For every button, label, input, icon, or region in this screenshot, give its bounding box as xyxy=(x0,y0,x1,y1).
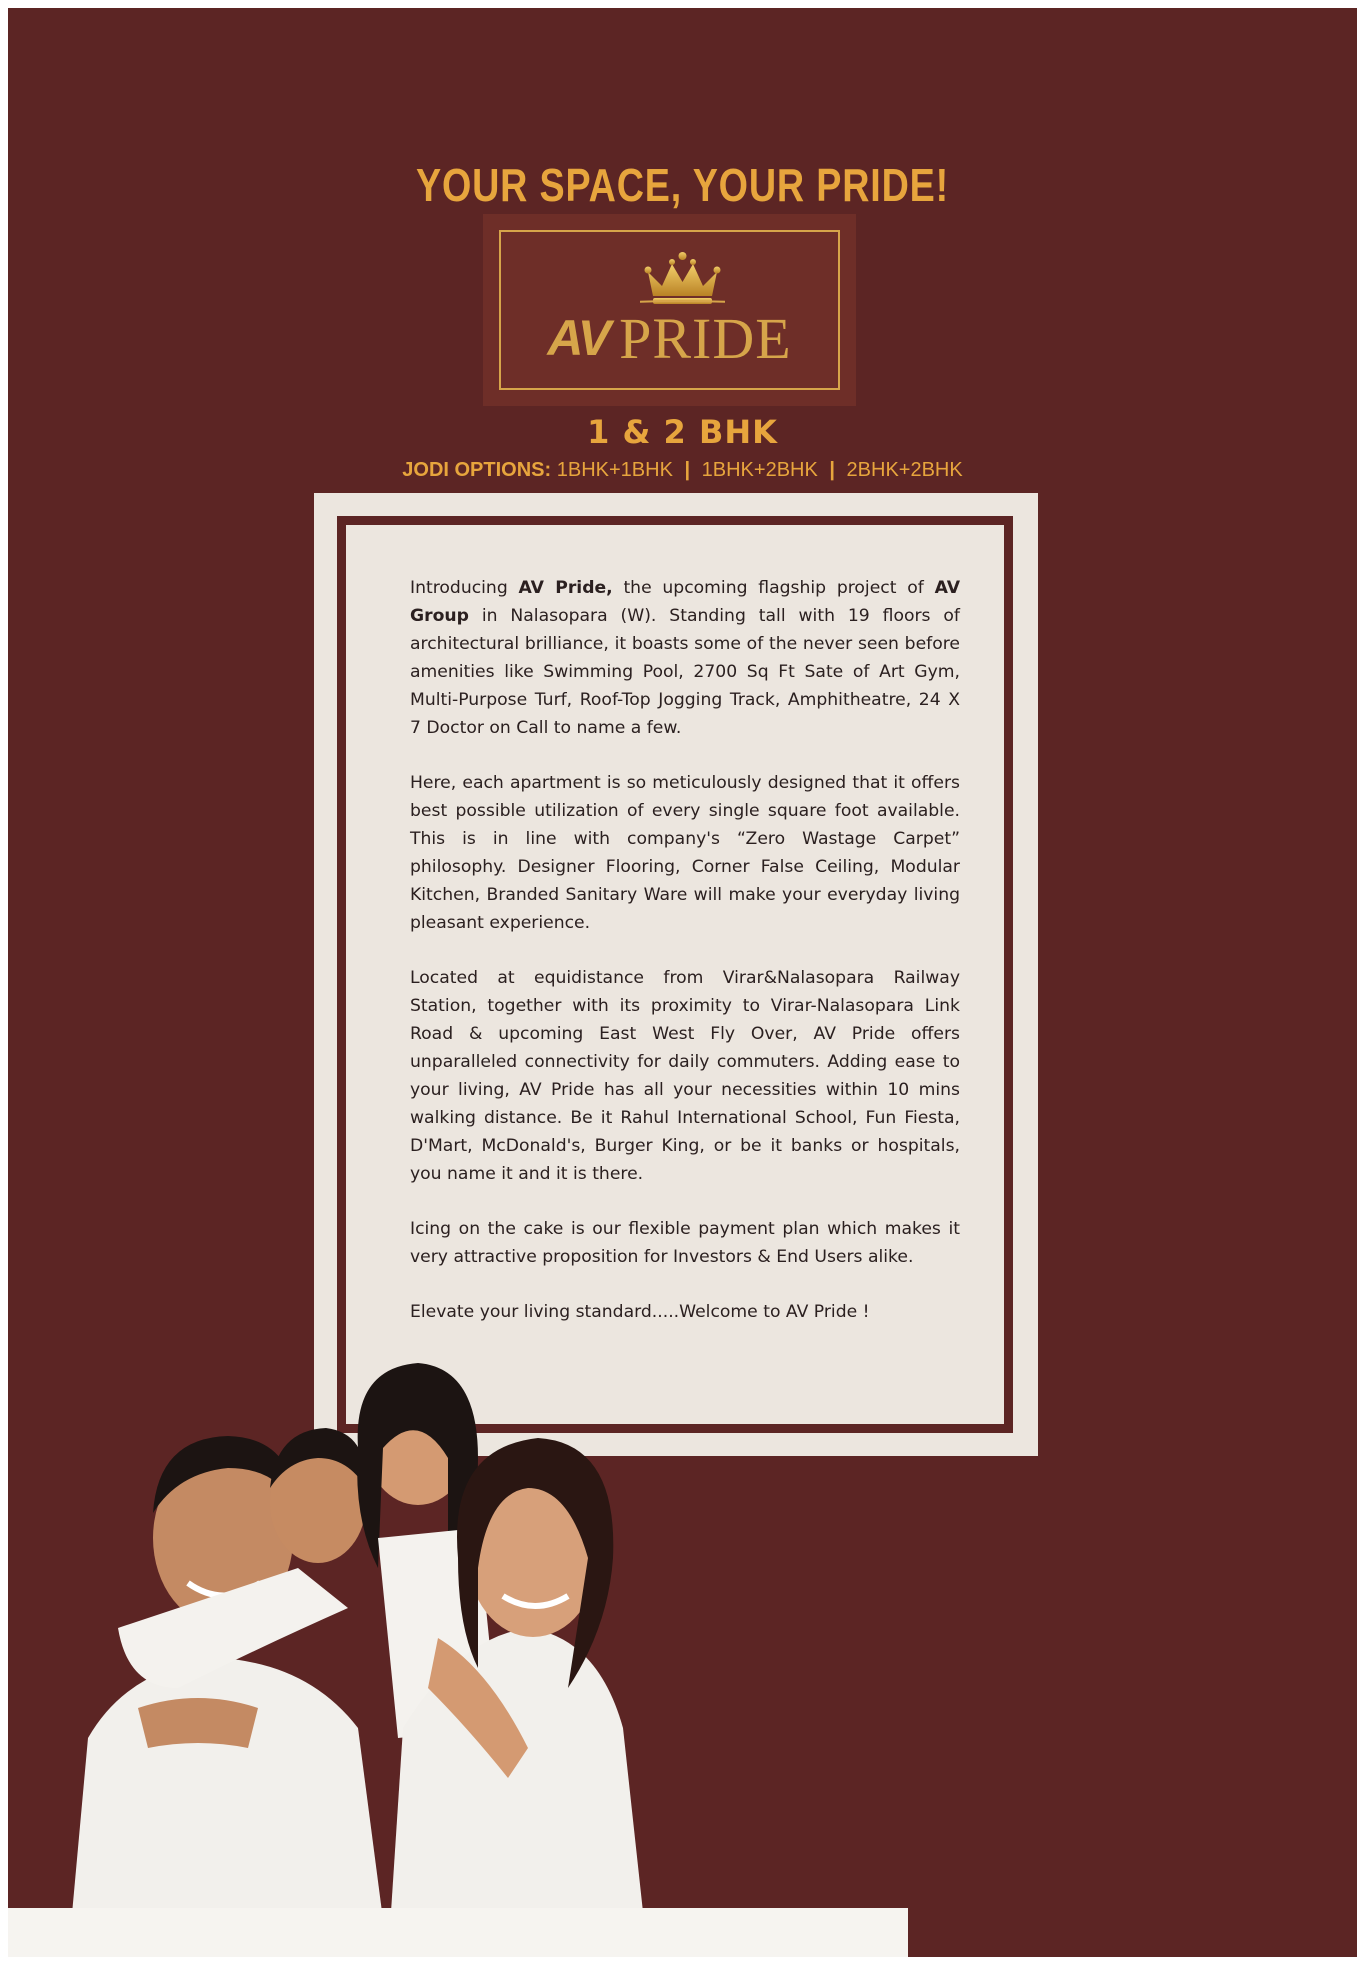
tagline: YOUR SPACE, YOUR PRIDE! xyxy=(415,159,950,211)
project-name: AV Pride, xyxy=(518,578,613,598)
intro-text: Introducing xyxy=(410,578,508,598)
configuration-heading: 1 & 2 BHK xyxy=(587,413,778,451)
logo-wordmark xyxy=(521,306,818,370)
jodi-label: JODI OPTIONS: xyxy=(402,459,552,481)
logo-frame xyxy=(499,230,840,390)
paragraph-location: Located at equidistance from Virar&Nalasopara Railway Station, together with its proximity to Virar-Nalasopara Link Road & upcoming East West Fly Over, AV Pride offers unparalleled connectivity for daily commuters. Adding ease to your living, AV Pride has all your necessities within 10 mins walking distance. Be it Rahul International School, Fun Fiesta, D'Mart, McDonald's, Burger King, or be it banks or hospitals, you name it and it is there. xyxy=(410,968,960,1184)
paragraph-payment: Icing on the cake is our flexible payment plan which makes it very attractive proposition for Investors & End Users alike. xyxy=(410,1219,960,1267)
separator: | xyxy=(684,459,691,481)
jodi-option: 1BHK+2BHK xyxy=(701,459,818,481)
paragraph-design: Here, each apartment is so meticulously designed that it offers best possible utilization of every single square foot available. This is in line with company's “Zero Wastage Carpet” philosophy. Designer Flooring, Corner False Ceiling, Modular Kitchen, Branded Sanitary Ware will make your everyday living pleasant experience. xyxy=(410,773,960,933)
description-text xyxy=(410,574,960,1353)
jodi-options xyxy=(8,459,1357,482)
logo-word: PRIDE xyxy=(619,305,792,371)
paragraph-closing: Elevate your living standard.....Welcome to AV Pride ! xyxy=(410,1302,870,1322)
brochure-page xyxy=(8,8,1357,1957)
logo-mark: AV xyxy=(547,310,610,366)
jodi-option: 2BHK+2BHK xyxy=(846,459,963,481)
jodi-option: 1BHK+1BHK xyxy=(556,459,673,481)
family-photo xyxy=(8,1308,908,1957)
separator: | xyxy=(829,459,835,481)
intro-text: in Nalasopara (W). Standing tall with 19 floors of architectural brilliance, it boasts some of the never seen before amenities like Swimming Pool, 2700 Sq Ft Sate of Art Gym, Multi-Purpose Turf, Roof-Top Jogging Track, Amphitheatre, 24 X 7 Doctor on Call to name a few. xyxy=(410,606,960,738)
crown-icon xyxy=(640,250,725,310)
group-name: AV Group xyxy=(410,578,960,626)
logo-box xyxy=(483,214,856,406)
paragraph-intro xyxy=(410,574,960,742)
intro-text: the upcoming flagship project of xyxy=(612,578,935,598)
